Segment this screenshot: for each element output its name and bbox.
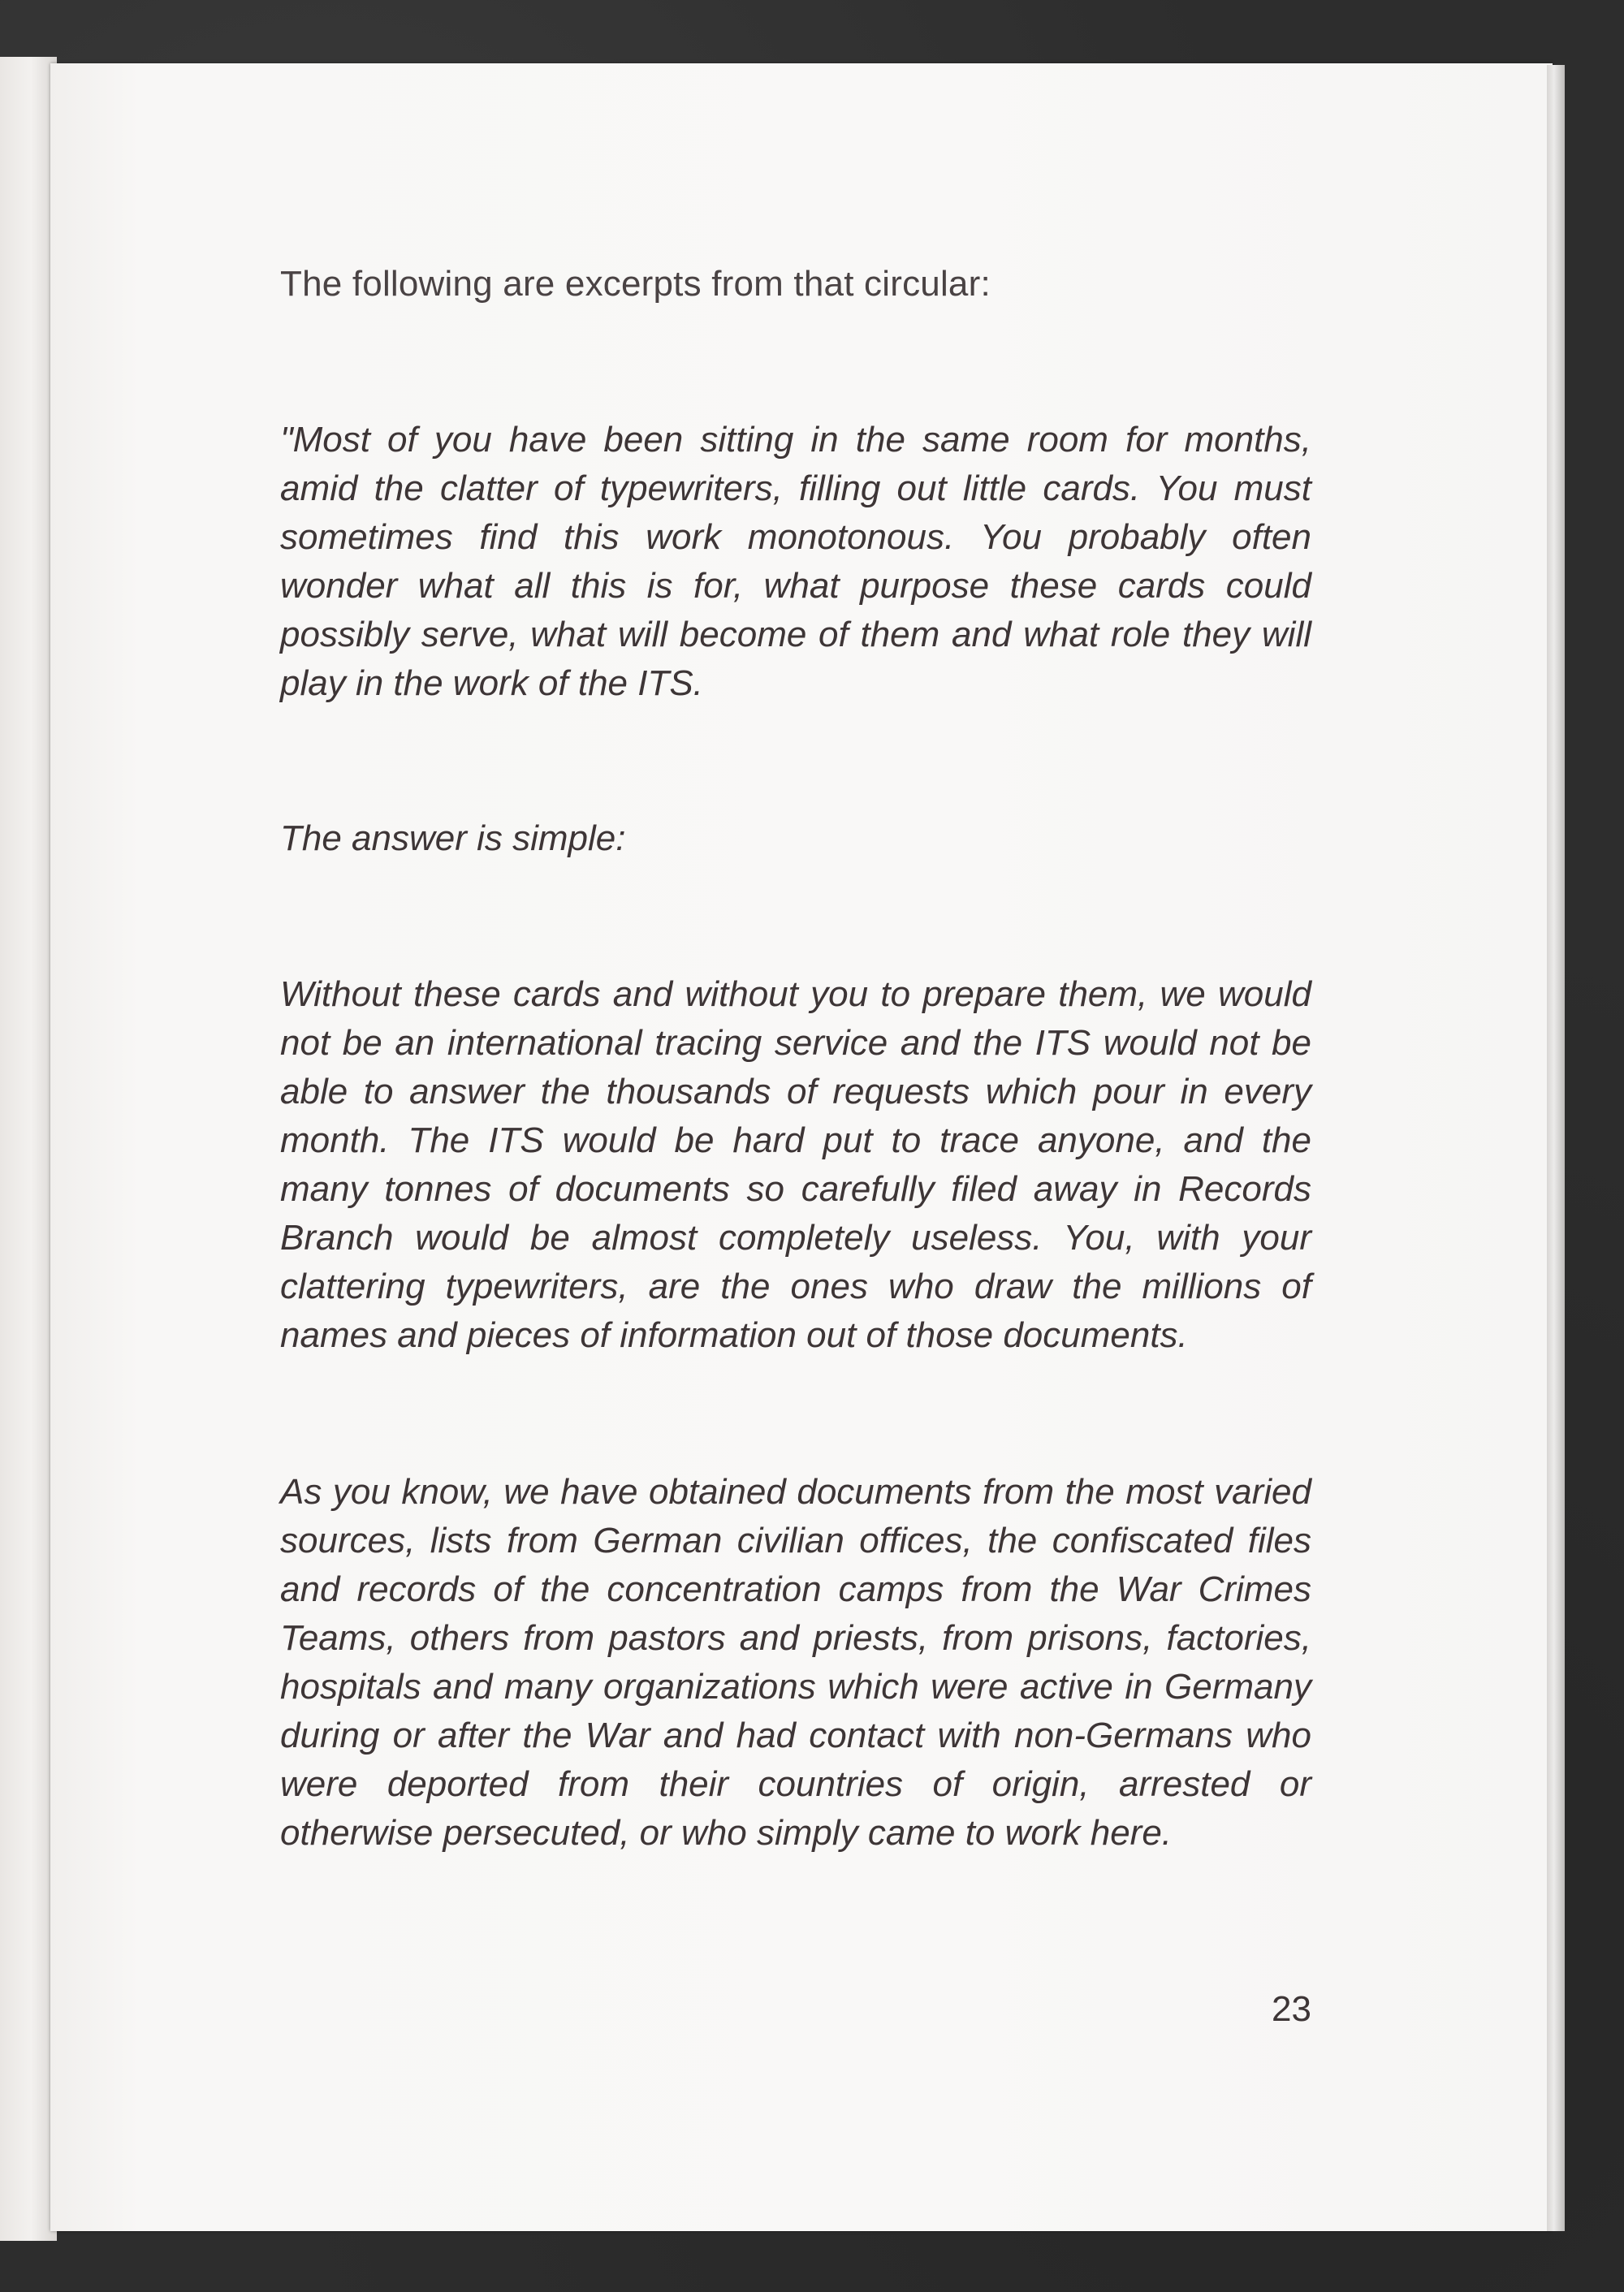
quote-paragraph-1: "Most of you have been sitting in the same room for months, amid the clatter of typewriters, filling out little cards. You must sometimes find this work monotonous. You probably often wonder what all this is for, what purpose these cards could possibly serve, what will become of them and what role they will play in the work of the ITS. [280, 420, 1311, 703]
left-page-edge [0, 57, 57, 2241]
quote-paragraph-3: Without these cards and without you to prepare them, we would not be an international tracing service and the ITS would not be able to answer the thousands of requests which pour in every month. The ITS would be hard put to trace anyone, and the many tonnes of documents so carefully filed away in Records Branch would be almost completely useless. You, with your clattering typewriters, are the ones who draw the millions of names and pieces of information out of those documents. [280, 974, 1311, 1355]
intro-line: The following are excerpts from that circular: [280, 264, 991, 304]
page-number: 23 [1272, 1989, 1311, 2029]
page-right-edge [1547, 65, 1565, 2231]
quote-paragraph-2: The answer is simple: [280, 818, 626, 858]
quote-paragraph-4: As you know, we have obtained documents from the most varied sources, lists from German civilian offices, the confiscated files and records of the concentration camps from the War Crimes Teams, others from pastors and priests, from prisons, factories, hospitals and many organizations which were active in Germany during or after the War and had contact with non-Germans who were deported from their countries of origin, arrested or otherwise persecuted, or who simply came to work here. [280, 1472, 1311, 1853]
